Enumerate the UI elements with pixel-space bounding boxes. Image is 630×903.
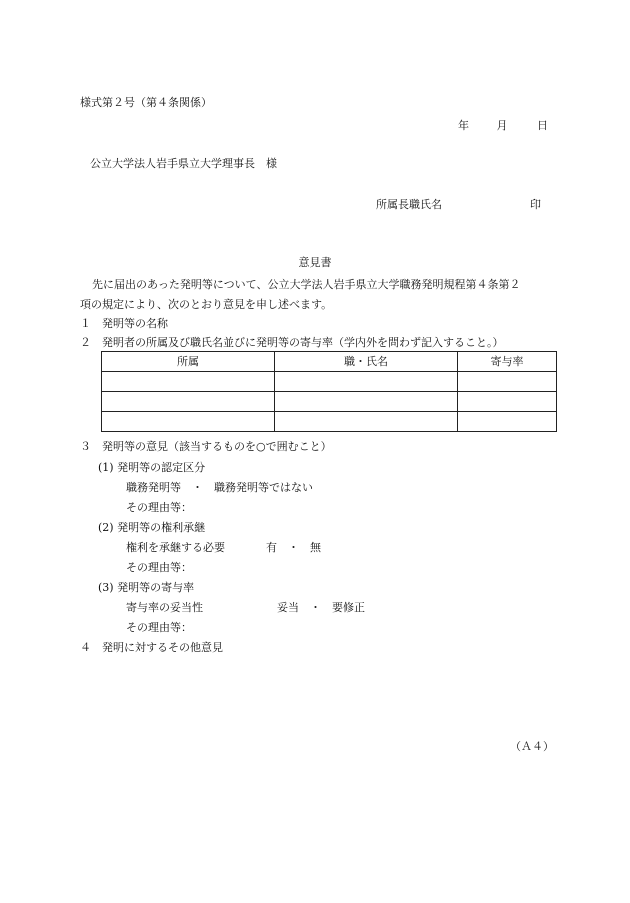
section3-sub3-label: (3) 発明等の寄与率 bbox=[98, 581, 195, 594]
item-1-text: 発明等の名称 bbox=[102, 317, 168, 330]
sub1-options: 職務発明等 ・ 職務発明等ではない bbox=[126, 481, 313, 494]
table-row bbox=[102, 412, 557, 432]
sub3-options: 妥当 ・ 要修正 bbox=[277, 601, 365, 614]
item-2-number: ２ bbox=[80, 336, 91, 349]
header-affiliation: 所属 bbox=[102, 352, 275, 372]
table-cell-affiliation[interactable] bbox=[102, 412, 275, 432]
date-month: 月 bbox=[496, 119, 508, 132]
item-3-number: ３ bbox=[80, 440, 91, 453]
page-size-label: （Ａ４） bbox=[510, 740, 554, 753]
table-row bbox=[102, 372, 557, 392]
signature-line bbox=[376, 198, 541, 211]
sub3-question: 寄与率の妥当性 bbox=[126, 601, 203, 614]
date-line bbox=[458, 119, 548, 132]
signature-label: 所属長職氏名 bbox=[376, 198, 442, 211]
item-2-text: 発明者の所属及び職氏名並びに発明等の寄与率（学内外を問わず記入すること。） bbox=[102, 336, 504, 349]
section3-sub2-label: (2) 発明等の権利承継 bbox=[98, 521, 206, 534]
item-1 bbox=[80, 317, 168, 330]
table-cell-contribution-rate[interactable] bbox=[458, 372, 557, 392]
table-cell-title-name[interactable] bbox=[275, 392, 458, 412]
document-title: 意見書 bbox=[298, 256, 332, 269]
sub2-question: 権利を承継する必要 bbox=[126, 541, 225, 554]
item-1-number: １ bbox=[80, 317, 91, 330]
intro-paragraph bbox=[80, 275, 560, 315]
sub3-reason: その理由等： bbox=[126, 621, 192, 634]
table-cell-title-name[interactable] bbox=[275, 372, 458, 392]
table-cell-title-name[interactable] bbox=[275, 412, 458, 432]
sub2-options: 有 ・ 無 bbox=[266, 541, 321, 554]
table-cell-affiliation[interactable] bbox=[102, 392, 275, 412]
table-cell-affiliation[interactable] bbox=[102, 372, 275, 392]
item-3 bbox=[80, 440, 332, 453]
intro-line-2: 項の規定により、次のとおり意見を申し述べます。 bbox=[80, 298, 333, 311]
table-cell-contribution-rate[interactable] bbox=[458, 392, 557, 412]
header-contribution-rate: 寄与率 bbox=[458, 352, 557, 372]
addressee: 公立大学法人岩手県立大学理事長 様 bbox=[90, 157, 277, 170]
sub1-reason: その理由等： bbox=[126, 501, 192, 514]
date-day: 日 bbox=[537, 119, 548, 132]
item-4 bbox=[80, 641, 223, 654]
table-cell-contribution-rate[interactable] bbox=[458, 412, 557, 432]
table-header-row bbox=[102, 352, 557, 372]
item-2 bbox=[80, 336, 504, 349]
date-year: 年 bbox=[458, 119, 469, 132]
sub2-reason: その理由等： bbox=[126, 561, 192, 574]
table-row bbox=[102, 392, 557, 412]
contribution-table bbox=[101, 351, 557, 432]
section3-sub1-label: (1) 発明等の認定区分 bbox=[98, 461, 206, 474]
item-4-number: ４ bbox=[80, 641, 91, 654]
intro-line-1: 先に届出のあった発明等について、公立大学法人岩手県立大学職務発明規程第４条第２ bbox=[92, 278, 521, 291]
header-title-name: 職・氏名 bbox=[275, 352, 458, 372]
item-4-text: 発明に対するその他意見 bbox=[102, 641, 223, 654]
item-3-text: 発明等の意見（該当するものを○で囲むこと） bbox=[102, 440, 332, 453]
form-number-label: 様式第２号（第４条関係） bbox=[80, 96, 212, 109]
seal-mark: 印 bbox=[530, 198, 541, 211]
